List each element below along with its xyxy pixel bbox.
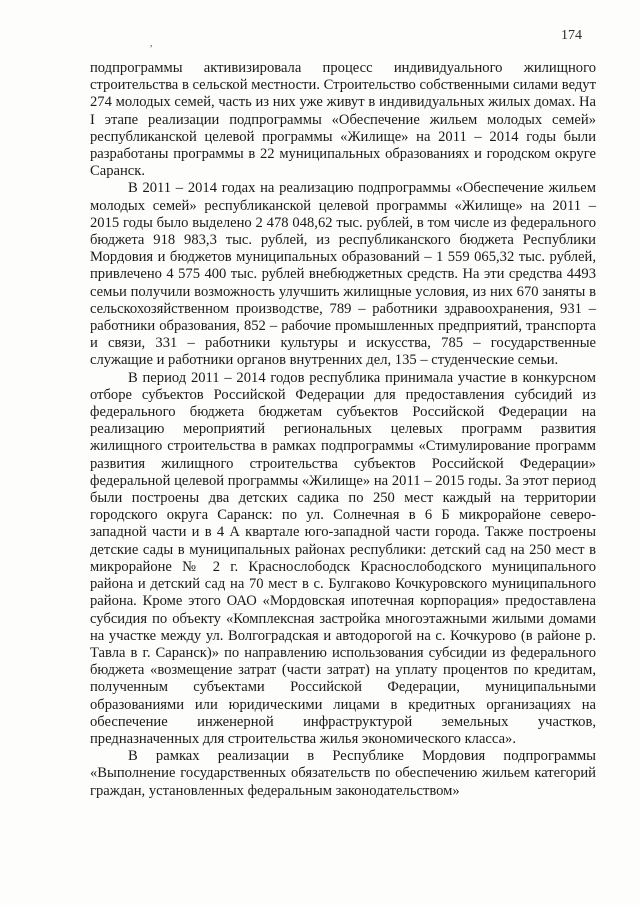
- body-text: [90, 60, 596, 800]
- page-number: 174: [561, 28, 582, 43]
- paragraph-continuation: подпрограммы активизировала процесс индивидуального жилищного строительства в сельской местности. Строительство собственными силами ведут 274 молодых семей, часть из них уже живут в индивидуальных жилых домах. На I этапе реализации подпрограммы «Обеспечение жильем молодых семей» республиканской целевой программы «Жилище» на 2011 – 2014 годы были разработаны программы в 22 муниципальных образованиях и городском округе Саранск.: [90, 60, 596, 180]
- scan-speck: ,: [150, 38, 153, 49]
- paragraph-funding: В 2011 – 2014 годах на реализацию подпрограммы «Обеспечение жильем молодых семей» республиканской целевой программы «Жилище» на 2011 – 2015 годы было выделено 2 478 048,62 тыс. рублей, в том числе из федерального бюджета 918 983,3 тыс. рублей, из республиканского бюджета Республики Мордовия и бюджетов муниципальных образований – 1 559 065,32 тыс. рублей, привлечено 4 575 400 тыс. рублей внебюджетных средств. На эти средства 4493 семьи получили возможность улучшить жилищные условия, из них 670 заняты в сельскохозяйственном производстве, 789 – работники здравоохранения, 931 – работники образования, 852 – рабочие промышленных предприятий, транспорта и связи, 331 – работники культуры и искусства, 785 – государственные служащие и работники органов внутренних дел, 135 – студенческие семьи.: [90, 180, 596, 369]
- paragraph-federal-program: В период 2011 – 2014 годов республика принимала участие в конкурсном отборе субъектов Российской Федерации для предоставления субсидий из федерального бюджета бюджетам субъектов Российской Федерации на реализацию мероприятий региональных целевых программ развития жилищного строительства в рамках подпрограммы «Стимулирование программ развития жилищного строительства субъектов Российской Федерации» федеральной целевой программы «Жилище» на 2011 – 2015 годы. За этот период были построены два детских садика по 250 мест каждый на территории городского округа Саранск: по ул. Солнечная в 6 Б микрорайоне северо-западной части и в 4 А квартале юго-западной части города. Также построены детские сады в муниципальных районах республики: детский сад на 250 мест в микрорайоне № 2 г. Краснослободск Краснослободского муниципального района и детский сад на 70 мест в с. Булгаково Кочкуровского муниципального района. Кроме этого ОАО «Мордовская ипотечная корпорация» предоставлена субсидия по объекту «Комплексная застройка многоэтажными жилыми домами на участке между ул. Волгоградская и автодорогой на с. Кочкурово (в районе р. Тавла в г. Саранск)» по направлению использования субсидии из федерального бюджета «возмещение затрат (части затрат) на уплату процентов по кредитам, полученным субъектами Российской Федерации, муниципальными образованиями или юридическими лицами в кредитных организациях на обеспечение инженерной инфраструктурой земельных участков, предназначенных для строительства жилья экономического класса».: [90, 369, 596, 747]
- paragraph-obligations: В рамках реализации в Республике Мордовия подпрограммы «Выполнение государственных обязательств по обеспечению жильем категорий граждан, установленных федеральным законодательством»: [90, 748, 596, 799]
